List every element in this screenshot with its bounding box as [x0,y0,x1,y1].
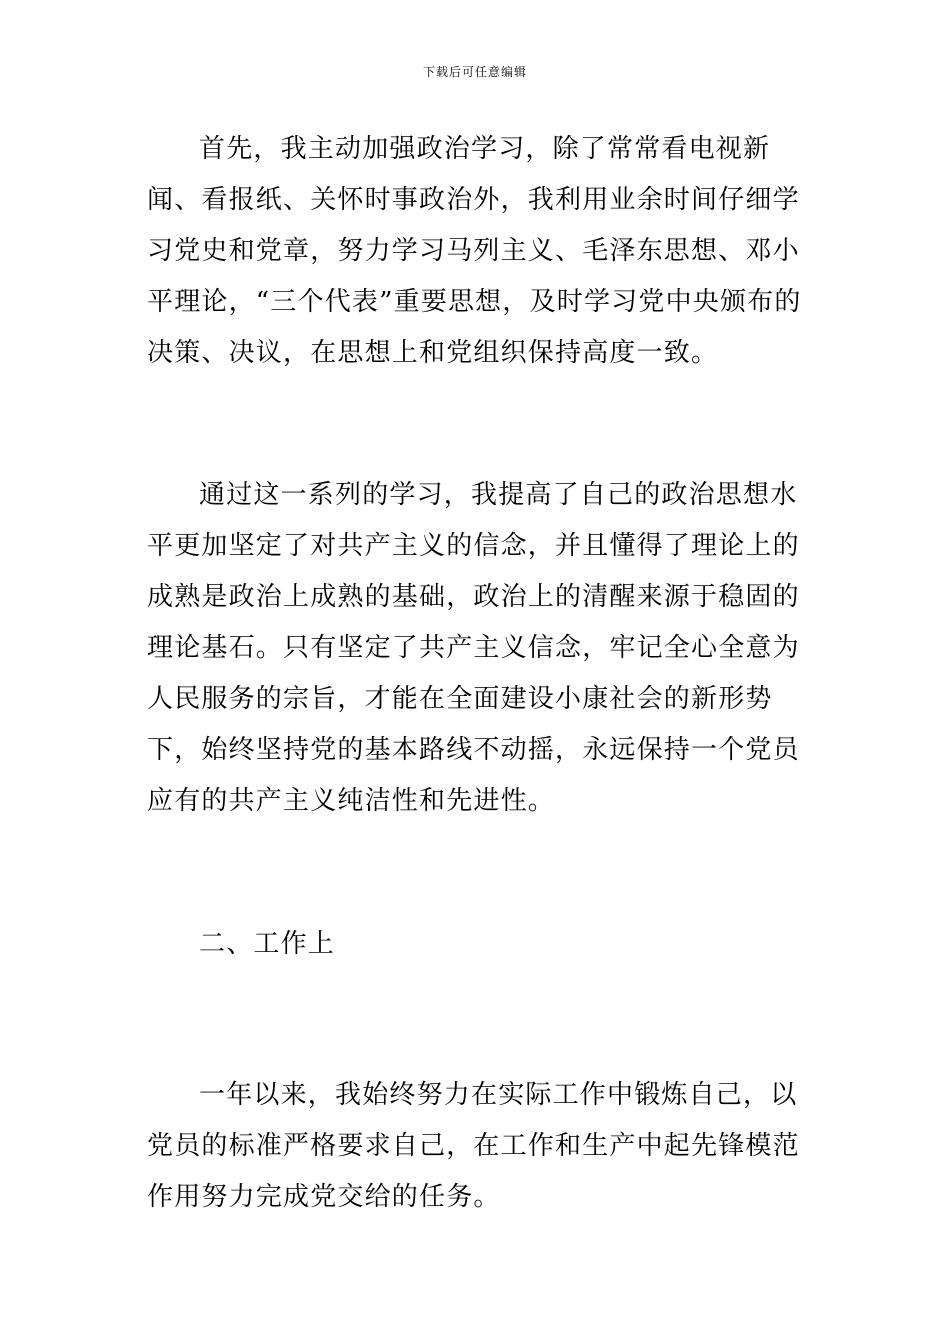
section-heading-work: 二、工作上 [199,929,336,959]
paragraph-study-outcome: 通过这一系列的学习，我提高了自己的政治思想水平更加坚定了对共产主义的信念，并且懂得了理论上的成熟是政治上成熟的基础，政治上的清醒来源于稳固的理论基石。只有坚定了共产主义信念，牢记全心全意为人民服务的宗旨，才能在全面建设小康社会的新形势下，始终坚持党的基本路线不动摇，永远保持一个党员应有的共产主义纯洁性和先进性。 [147,480,800,816]
paragraph-work-summary: 一年以来，我始终努力在实际工作中锻炼自己，以党员的标准严格要求自己，在工作和生产中起先锋模范作用努力完成党交给的任务。 [147,1080,800,1212]
page-header-note: 下载后可任意编辑 [422,65,527,79]
paragraph-political-study: 首先，我主动加强政治学习，除了常常看电视新闻、看报纸、关怀时事政治外，我利用业余时间仔细学习党史和党章，努力学习马列主义、毛泽东思想、邓小平理论，“三个代表”重要思想，及时学习党中央颁布的决策、决议，在思想上和党组织保持高度一致。 [147,134,802,368]
